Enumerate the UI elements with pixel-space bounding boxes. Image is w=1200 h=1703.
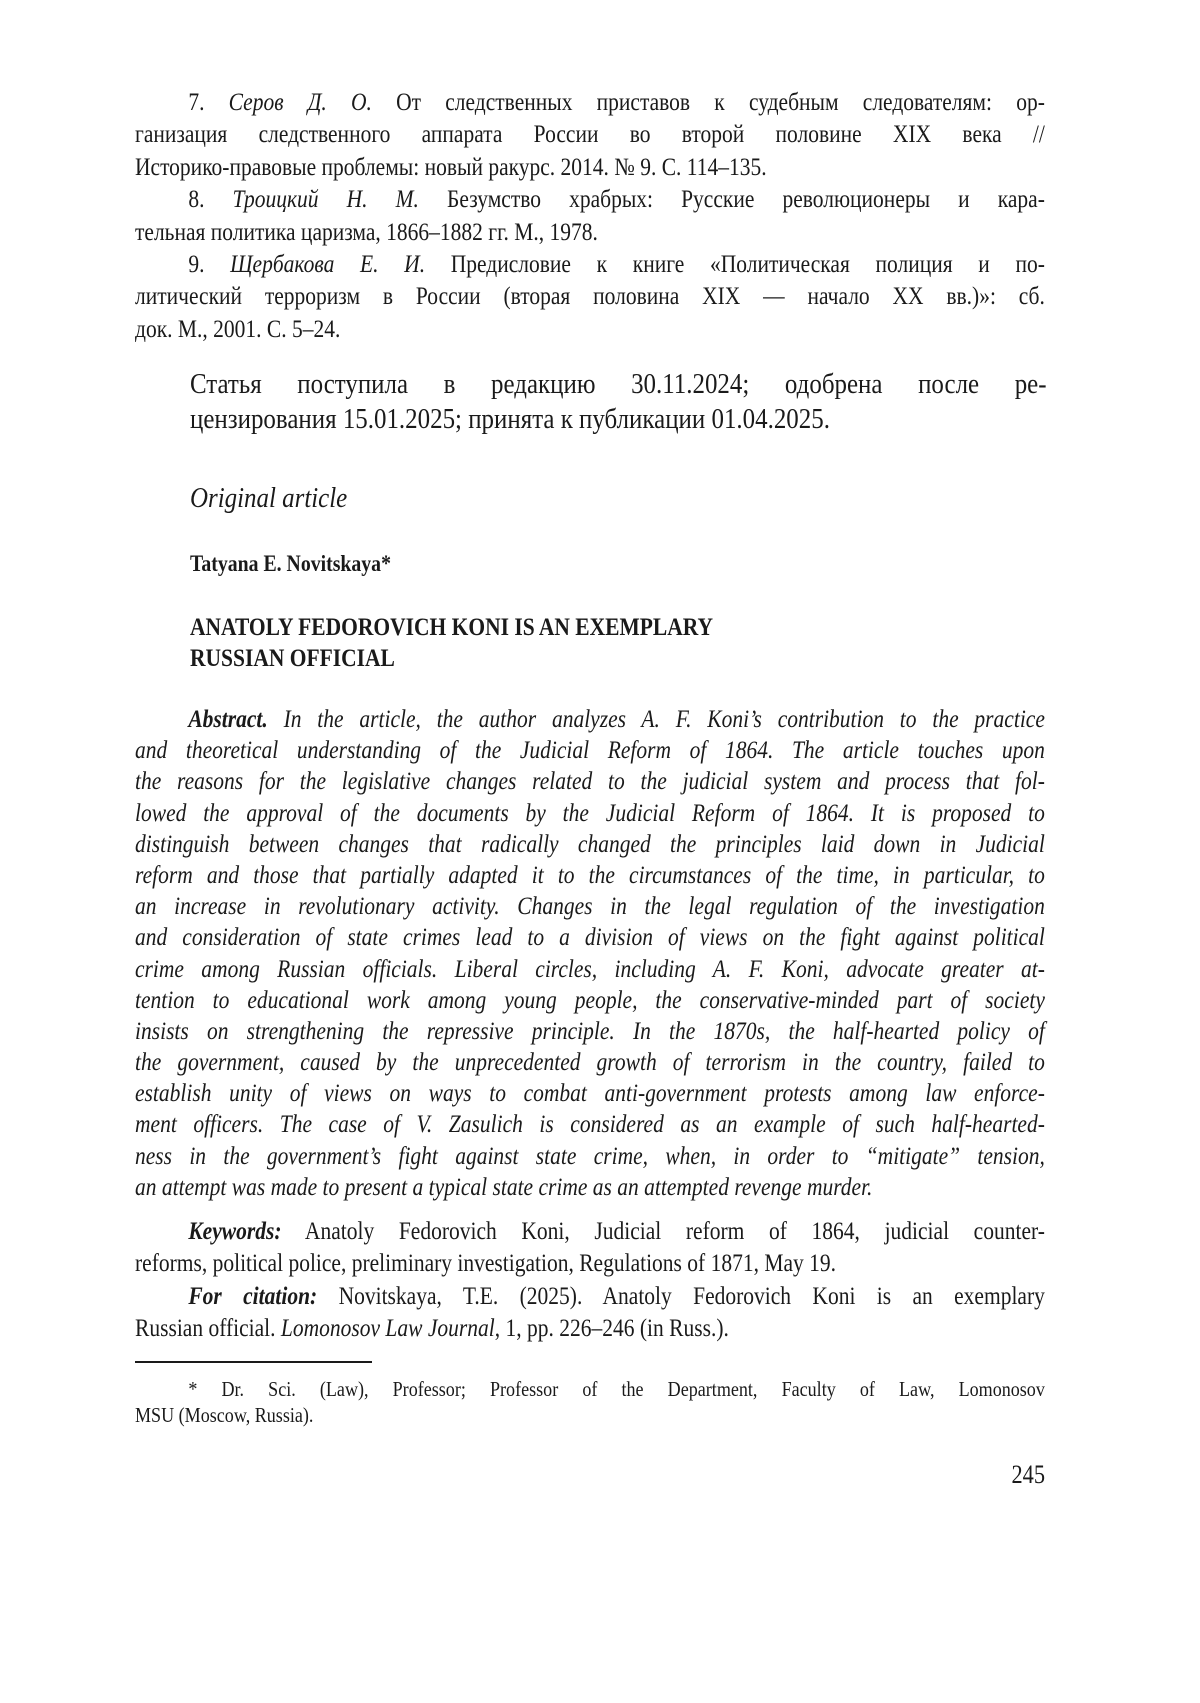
- abstract-line: the reasons for the legislative changes related to the judicial system and process that fol-: [135, 766, 1045, 797]
- ref-number: 7.: [188, 89, 228, 116]
- ref-line: ганизация следственного аппарата России во второй половине XIX века //: [135, 119, 1045, 151]
- article-type: Original article: [190, 482, 347, 515]
- ref-number: 8.: [188, 186, 232, 213]
- abstract-line: an increase in revolutionary activity. Changes in the legal regulation of the investigation: [135, 891, 1045, 922]
- received-line: Статья поступила в редакцию 30.11.2024; одобрена после ре-: [190, 367, 1047, 402]
- reference-8: [135, 184, 1045, 216]
- ref-text: Безумство храбрых: Русские революционеры и кара-: [419, 186, 1045, 213]
- references-list: [135, 87, 1045, 346]
- title-line: ANATOLY FEDOROVICH KONI IS AN EXEMPLARY: [190, 612, 713, 643]
- abstract-line: establish unity of views on ways to combat anti-government protests among law enforce-: [135, 1078, 1045, 1109]
- citation-text: Russian official.: [135, 1315, 281, 1342]
- abstract-line: distinguish between changes that radically changed the principles laid down in Judicial: [135, 829, 1045, 860]
- abstract-line: tention to educational work among young people, the conservative-minded part of society: [135, 985, 1045, 1016]
- citation-label: For citation:: [188, 1283, 317, 1310]
- footnote-line: MSU (Moscow, Russia).: [135, 1402, 1045, 1428]
- abstract-line: [135, 704, 1045, 735]
- citation: [135, 1281, 1045, 1346]
- ref-text: От следственных приставов к судебным следователям: ор-: [372, 89, 1045, 116]
- received-dates: [190, 367, 1047, 437]
- abstract-line: the government, caused by the unprecedented growth of terrorism in the country, failed to: [135, 1047, 1045, 1078]
- reference-7: [135, 87, 1045, 119]
- footnote-line: * Dr. Sci. (Law), Professor; Professor of the Department, Faculty of Law, Lomonosov: [135, 1376, 1045, 1402]
- ref-author: Троицкий Н. М.: [233, 186, 419, 213]
- abstract-label: Abstract.: [188, 706, 267, 733]
- abstract-line: reform and those that partially adapted it to the circumstances of the time, in particular, to: [135, 860, 1045, 891]
- keywords-text: Anatoly Fedorovich Koni, Judicial reform of 1864, judicial counter-: [281, 1218, 1044, 1245]
- article-title: [190, 612, 713, 674]
- ref-author: Щербакова Е. И.: [230, 251, 425, 278]
- author-name: Tatyana E. Novitskaya*: [190, 551, 391, 577]
- abstract-line: lowed the approval of the documents by the Judicial Reform of 1864. It is proposed to: [135, 798, 1045, 829]
- page-number: 245: [1011, 1460, 1045, 1490]
- keywords: [135, 1216, 1045, 1281]
- ref-line: Историко-правовые проблемы: новый ракурс. 2014. № 9. С. 114–135.: [135, 152, 1045, 184]
- abstract-line: ment officers. The case of V. Zasulich is considered as an example of such half-hearted-: [135, 1109, 1045, 1140]
- abstract-line: an attempt was made to present a typical state crime as an attempted revenge murder.: [135, 1172, 1045, 1203]
- abstract: [135, 704, 1045, 1203]
- abstract-line: and consideration of state crimes lead to a division of views on the fight against political: [135, 922, 1045, 953]
- journal-name: Lomonosov Law Journal: [281, 1315, 495, 1342]
- ref-line: литический терроризм в России (вторая половина XIX — начало XX вв.)»: сб.: [135, 281, 1045, 313]
- ref-line: док. М., 2001. С. 5–24.: [135, 314, 1045, 346]
- abstract-body: [135, 735, 1045, 1203]
- keywords-label: Keywords:: [188, 1218, 281, 1245]
- abstract-text: In the article, the author analyzes A. F. Koni’s contribution to the practice: [268, 706, 1045, 733]
- keywords-line: reforms, political police, preliminary investigation, Regulations of 1871, May 19.: [135, 1248, 1045, 1280]
- citation-text: , 1, pp. 226–246 (in Russ.).: [495, 1315, 729, 1342]
- received-line: цензирования 15.01.2025; принята к публикации 01.04.2025.: [190, 402, 1047, 437]
- ref-text: Предисловие к книге «Политическая полиция и по-: [425, 251, 1045, 278]
- citation-line: [135, 1313, 1045, 1345]
- keywords-line: [135, 1216, 1045, 1248]
- abstract-line: insists on strengthening the repressive principle. In the 1870s, the half-hearted policy of: [135, 1016, 1045, 1047]
- citation-text: Novitskaya, T.E. (2025). Anatoly Fedorovich Koni is an exemplary: [317, 1283, 1045, 1310]
- abstract-line: crime among Russian officials. Liberal circles, including A. F. Koni, advocate greater at-: [135, 954, 1045, 985]
- ref-number: 9.: [188, 251, 230, 278]
- abstract-line: ness in the government’s fight against state crime, when, in order to “mitigate” tension,: [135, 1141, 1045, 1172]
- reference-9: [135, 249, 1045, 281]
- footnote-divider: [135, 1361, 372, 1363]
- title-line: RUSSIAN OFFICIAL: [190, 643, 713, 674]
- ref-line: тельная политика царизма, 1866–1882 гг. М., 1978.: [135, 217, 1045, 249]
- ref-author: Серов Д. О.: [229, 89, 372, 116]
- footnote: [135, 1376, 1045, 1428]
- citation-line: [135, 1281, 1045, 1313]
- abstract-line: and theoretical understanding of the Judicial Reform of 1864. The article touches upon: [135, 735, 1045, 766]
